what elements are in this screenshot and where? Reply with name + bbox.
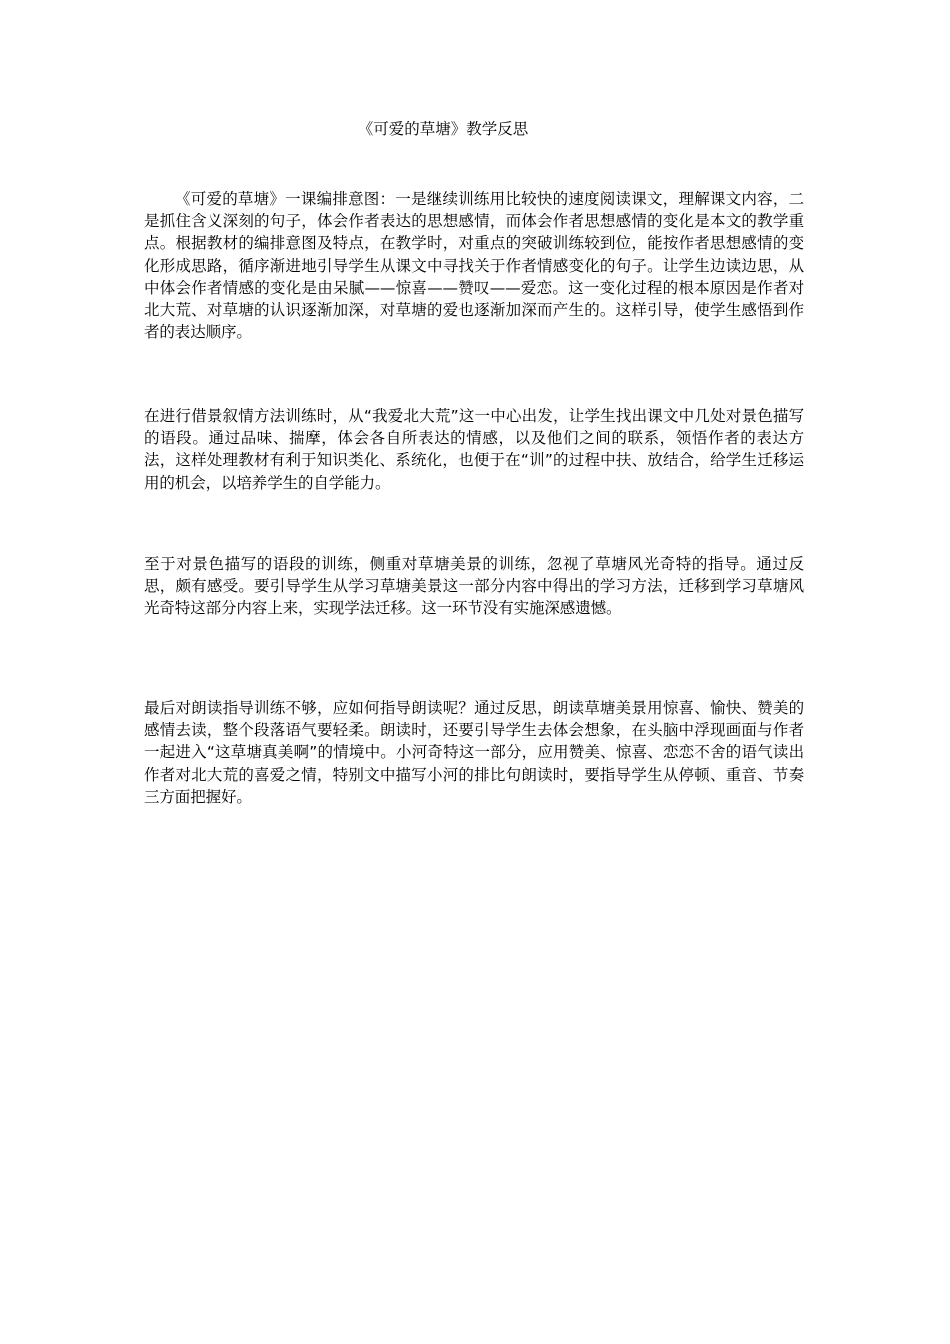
paragraph-3: 至于对景色描写的语段的训练，侧重对草塘美景的训练，忽视了草塘风光奇特的指导。通过反思，颇有感受。要引导学生从学习草塘美景这一部分内容中得出的学习方法，迁移到学习草塘风光奇特这部分内容上来，实现学法迁移。这一环节没有实施深感遗憾。 — [144, 555, 804, 618]
paragraph-4: 最后对朗读指导训练不够，应如何指导朗读呢？通过反思，朗读草塘美景用惊喜、愉快、赞美的感情去读，整个段落语气要轻柔。朗读时，还要引导学生去体会想象，在头脑中浮现画面与作者一起进入“这草塘真美啊”的情境中。小河奇特这一部分，应用赞美、惊喜、恋恋不舍的语气读出作者对北大荒的喜爱之情，特别文中描写小河的排比句朗读时，要指导学生从停顿、重音、节奏三方面把握好。 — [144, 699, 804, 806]
paragraph-1: 《可爱的草塘》一课编排意图：一是继续训练用比较快的速度阅读课文，理解课文内容，二是抓住含义深刻的句子，体会作者表达的思想感情，而体会作者思想感情的变化是本文的教学重点。根据教材的编排意图及特点，在教学时，对重点的突破训练较到位，能按作者思想感情的变化形成思路，循序渐进地引导学生从课文中寻找关于作者情感变化的句子。让学生边读边思，从中体会作者情感的变化是由呆腻——惊喜——赞叹——爱恋。这一变化过程的根本原因是作者对北大荒、对草塘的认识逐渐加深，对草塘的爱也逐渐加深而产生的。这样引导，使学生感悟到作者的表达顺序。 — [144, 190, 804, 342]
paragraph-2: 在进行借景叙情方法训练时，从“我爱北大荒”这一中心出发，让学生找出课文中几处对景色描写的语段。通过品味、揣摩，体会各自所表达的情感，以及他们之间的联系，领悟作者的表达方法，这样处理教材有利于知识类化、系统化，也便于在“训”的过程中扶、放结合，给学生迁移运用的机会，以培养学生的自学能力。 — [144, 407, 804, 492]
document-title: 《可爱的草塘》教学反思 — [357, 120, 529, 138]
